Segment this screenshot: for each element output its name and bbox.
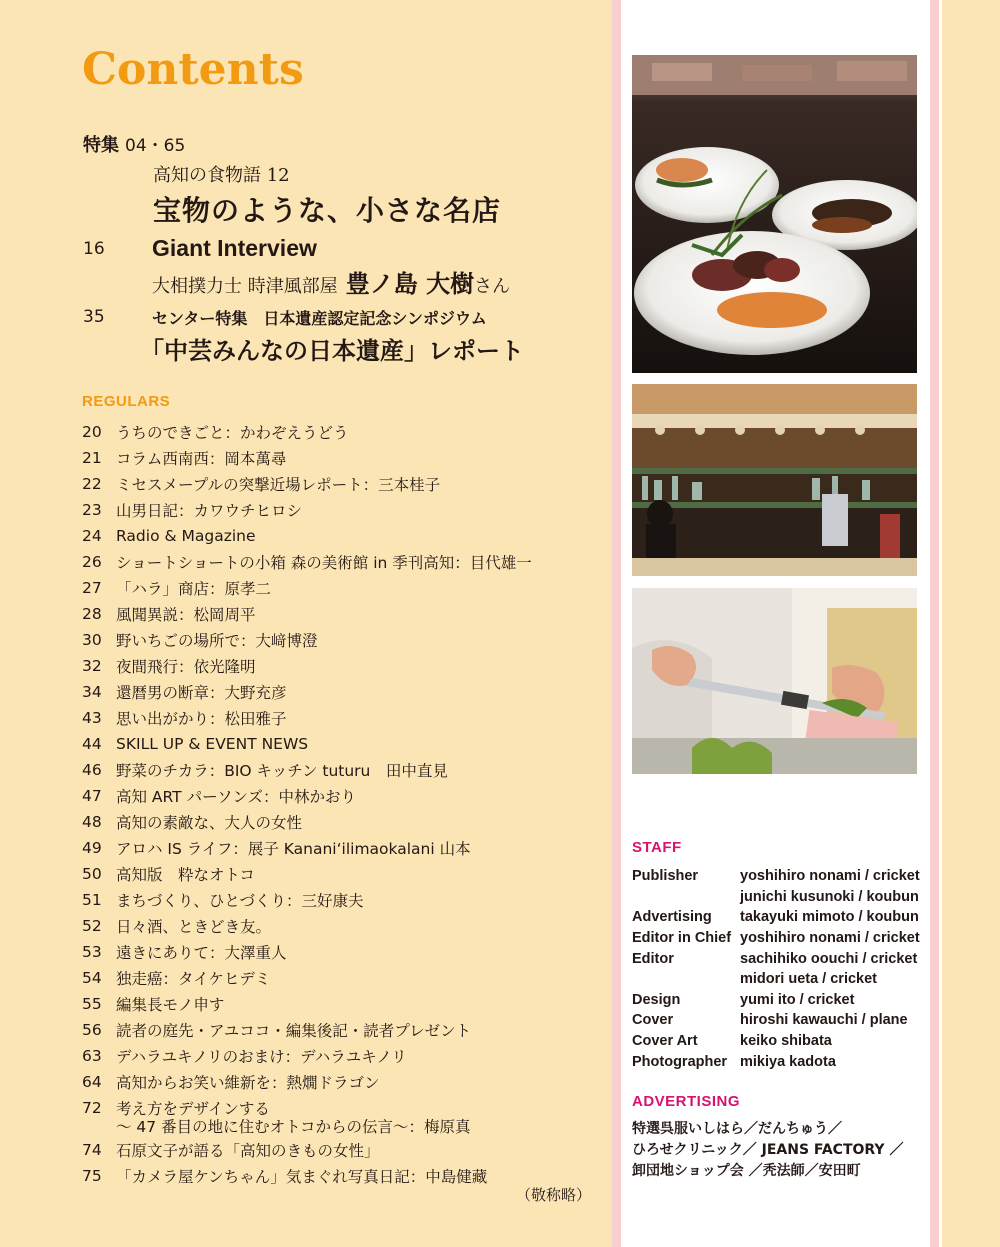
regular-page-number: 21 xyxy=(82,449,102,467)
regular-item[interactable] xyxy=(82,549,602,575)
regular-item[interactable] xyxy=(82,1137,602,1163)
staff-role: Editor xyxy=(632,950,674,967)
interview-honorific: さん xyxy=(474,276,511,297)
regular-item[interactable] xyxy=(82,1017,602,1043)
regular-title: 還暦男の断章：大野充彦 xyxy=(116,684,287,702)
regular-title: 山男日記：カワウチヒロシ xyxy=(116,502,303,520)
regular-page-number: 43 xyxy=(82,709,102,727)
regular-page-number: 34 xyxy=(82,683,102,701)
staff-list xyxy=(632,866,922,1072)
staff-name: yoshihiro nonami / cricket xyxy=(740,930,920,947)
regular-title: 高知 ART パーソンズ：中林かおり xyxy=(116,788,356,806)
interview-subtitle xyxy=(152,264,510,299)
advertising-line: 特選呉服いしはら／だんちゅう／ xyxy=(632,1121,842,1137)
regular-page-number: 75 xyxy=(82,1167,102,1185)
regular-item[interactable] xyxy=(82,887,602,913)
interview-affiliation: 大相撲力士 時津風部屋 xyxy=(152,276,338,297)
regular-title: 読者の庭先・アユココ・編集後記・読者プレゼント xyxy=(116,1022,472,1040)
staff-row xyxy=(632,866,922,887)
regular-title: ミセスメープルの突撃近場レポート：三本桂子 xyxy=(116,476,441,494)
staff-row xyxy=(632,990,922,1011)
photo-chef-slicing xyxy=(632,588,917,774)
regular-item[interactable] xyxy=(82,679,602,705)
regular-item[interactable] xyxy=(82,783,602,809)
advertising-line: ひろせクリニック／ JEANS FACTORY ／ xyxy=(632,1142,904,1158)
regular-page-number: 44 xyxy=(82,735,102,753)
staff-role: Cover xyxy=(632,1012,674,1029)
regular-item[interactable] xyxy=(82,757,602,783)
regular-page-number: 20 xyxy=(82,423,102,441)
advertising-heading: ADVERTISING xyxy=(632,1093,741,1110)
staff-name: yoshihiro nonami / cricket xyxy=(740,868,920,885)
regular-page-number: 48 xyxy=(82,813,102,831)
regular-title: デハラユキノリのおまけ：デハラユキノリ xyxy=(116,1048,407,1066)
regular-title: SKILL UP & EVENT NEWS xyxy=(116,735,309,753)
regular-page-number: 72 xyxy=(82,1099,102,1117)
regular-page-number: 74 xyxy=(82,1141,102,1159)
staff-name: midori ueta / cricket xyxy=(740,971,877,988)
regular-title: Radio & Magazine xyxy=(116,527,256,545)
staff-name: mikiya kadota xyxy=(740,1053,836,1070)
center-feature-subtitle: センター特集 日本遺産認定記念シンポジウム xyxy=(152,309,487,328)
feature-label-text: 特集 xyxy=(83,135,119,156)
regular-item[interactable] xyxy=(82,627,602,653)
regular-title: 「カメラ屋ケンちゃん」気まぐれ写真日記：中島健藏 xyxy=(116,1168,488,1186)
regular-title: 「ハラ」商店：原孝二 xyxy=(116,580,272,598)
staff-name: keiko shibata xyxy=(740,1033,832,1050)
regular-item[interactable] xyxy=(82,523,602,549)
regular-title: 高知版 粋なオトコ xyxy=(116,866,255,884)
staff-row xyxy=(632,907,922,928)
regular-title: 遠きにありて：大澤重人 xyxy=(116,944,287,962)
staff-role: Advertising xyxy=(632,909,712,926)
feature-label xyxy=(83,131,185,157)
interview-title[interactable]: Giant Interview xyxy=(152,235,317,261)
regular-item[interactable] xyxy=(82,1069,602,1095)
regular-item[interactable] xyxy=(82,991,602,1017)
regulars-heading: REGULARS xyxy=(82,393,171,410)
regular-page-number: 56 xyxy=(82,1021,102,1039)
regular-page-number: 64 xyxy=(82,1073,102,1091)
regular-page-number: 26 xyxy=(82,553,102,571)
left-pink-strip xyxy=(612,0,621,1247)
regular-item[interactable] xyxy=(82,497,602,523)
regular-title: 夜間飛行：依光隆明 xyxy=(116,658,256,676)
regular-page-number: 49 xyxy=(82,839,102,857)
regular-item[interactable] xyxy=(82,731,602,757)
regular-item[interactable] xyxy=(82,861,602,887)
staff-role: Editor in Chief xyxy=(632,930,732,947)
regular-title: 高知の素敵な、大人の女性 xyxy=(116,814,303,832)
staff-row xyxy=(632,1031,922,1052)
regular-item[interactable] xyxy=(82,809,602,835)
staff-role: Design xyxy=(632,991,681,1008)
interview-page: 16 xyxy=(83,239,105,259)
regular-page-number: 22 xyxy=(82,475,102,493)
regular-page-number: 24 xyxy=(82,527,102,545)
regular-page-number: 30 xyxy=(82,631,102,649)
regular-title: 風聞異説：松岡周平 xyxy=(116,606,256,624)
staff-name: junichi kusunoki / koubun xyxy=(740,888,919,905)
honorific-note: （敬称略） xyxy=(516,1186,592,1204)
center-feature-headline[interactable]: 「中芸みんなの日本遺産」レポート xyxy=(140,336,524,365)
regular-item[interactable] xyxy=(82,419,602,445)
regular-page-number: 63 xyxy=(82,1047,102,1065)
regular-item[interactable] xyxy=(82,965,602,991)
regular-page-number: 52 xyxy=(82,917,102,935)
regular-title: 考え方をデザインする xyxy=(116,1100,270,1118)
regular-title: 高知からお笑い維新を：熱燗ドラゴン xyxy=(116,1074,380,1092)
interview-name: 豊ノ島 大樹 xyxy=(345,269,475,298)
regular-title: 思い出がかり：松田雅子 xyxy=(116,710,287,728)
regular-title: まちづくり、ひとづくり：三好康夫 xyxy=(116,892,364,910)
regular-page-number: 46 xyxy=(82,761,102,779)
staff-row xyxy=(632,948,922,969)
regular-page-number: 55 xyxy=(82,995,102,1013)
regular-item[interactable] xyxy=(82,939,602,965)
regular-title: 編集長モノ申す xyxy=(116,996,225,1014)
regular-page-number: 53 xyxy=(82,943,102,961)
regular-item[interactable] xyxy=(82,575,602,601)
right-pink-strip xyxy=(930,0,939,1247)
photo-bar-interior xyxy=(632,384,917,576)
feature-subtitle: 高知の食物語 12 xyxy=(153,165,290,186)
regular-page-number: 54 xyxy=(82,969,102,987)
advertising-line: 卸団地ショップ会 ／秃法師／安田町 xyxy=(632,1163,861,1179)
regular-title: 野菜のチカラ：BIO キッチン tuturu 田中直見 xyxy=(116,762,448,780)
regular-page-number: 47 xyxy=(82,787,102,805)
regular-page-number: 27 xyxy=(82,579,102,597)
regular-title: ショートショートの小箱 森の美術館 in 季刊高知：目代雄一 xyxy=(116,554,532,572)
staff-row xyxy=(632,928,922,949)
regular-item[interactable] xyxy=(82,653,602,679)
staff-name: yumi ito / cricket xyxy=(740,991,855,1008)
regulars-list xyxy=(82,419,602,1189)
regular-item[interactable] xyxy=(82,601,602,627)
center-feature-page: 35 xyxy=(83,307,105,327)
regular-title: 石原文子が語る「高知のきもの女性」 xyxy=(116,1142,380,1160)
staff-heading: STAFF xyxy=(632,839,682,856)
page-title: Contents xyxy=(82,44,304,95)
regular-item[interactable] xyxy=(82,913,602,939)
feature-headline[interactable]: 宝物のような、小さな名店 xyxy=(153,194,502,227)
photo-plated-dishes xyxy=(632,55,917,373)
staff-row xyxy=(632,887,922,908)
regular-title: コラム西南西：岡本萬尋 xyxy=(116,450,287,468)
staff-row xyxy=(632,1010,922,1031)
staff-name: sachihiko oouchi / cricket xyxy=(740,950,918,967)
staff-role: Publisher xyxy=(632,868,699,885)
staff-name: hiroshi kawauchi / plane xyxy=(740,1012,908,1029)
staff-role: Photographer xyxy=(632,1053,728,1070)
regular-item[interactable] xyxy=(82,835,602,861)
regular-title: アロハ IS ライフ：展子 Kanani‘ilimaokalani 山本 xyxy=(116,840,471,858)
regular-title: 野いちごの場所で：大﨑博澄 xyxy=(116,632,318,650)
regular-item[interactable] xyxy=(82,445,602,471)
staff-name: takayuki mimoto / koubun xyxy=(740,909,919,926)
regular-title: うちのできごと：かわぞえうどう xyxy=(116,424,349,442)
regular-item[interactable] xyxy=(82,1043,602,1069)
regular-title-continuation: ～ 47 番目の地に住むオトコからの伝言～：梅原真 xyxy=(116,1118,471,1136)
regular-page-number: 23 xyxy=(82,501,102,519)
regular-page-number: 32 xyxy=(82,657,102,675)
regular-title: 独走癌：タイケヒデミ xyxy=(116,970,271,988)
staff-role: Cover Art xyxy=(632,1033,698,1050)
regular-page-number: 28 xyxy=(82,605,102,623)
staff-row xyxy=(632,1051,922,1072)
staff-row xyxy=(632,969,922,990)
feature-pages: 04・65 xyxy=(125,136,186,156)
regular-page-number: 50 xyxy=(82,865,102,883)
regular-title: 日々酒、ときどき友。 xyxy=(116,918,272,936)
regular-item[interactable] xyxy=(82,705,602,731)
regular-item[interactable] xyxy=(82,471,602,497)
regular-page-number: 51 xyxy=(82,891,102,909)
